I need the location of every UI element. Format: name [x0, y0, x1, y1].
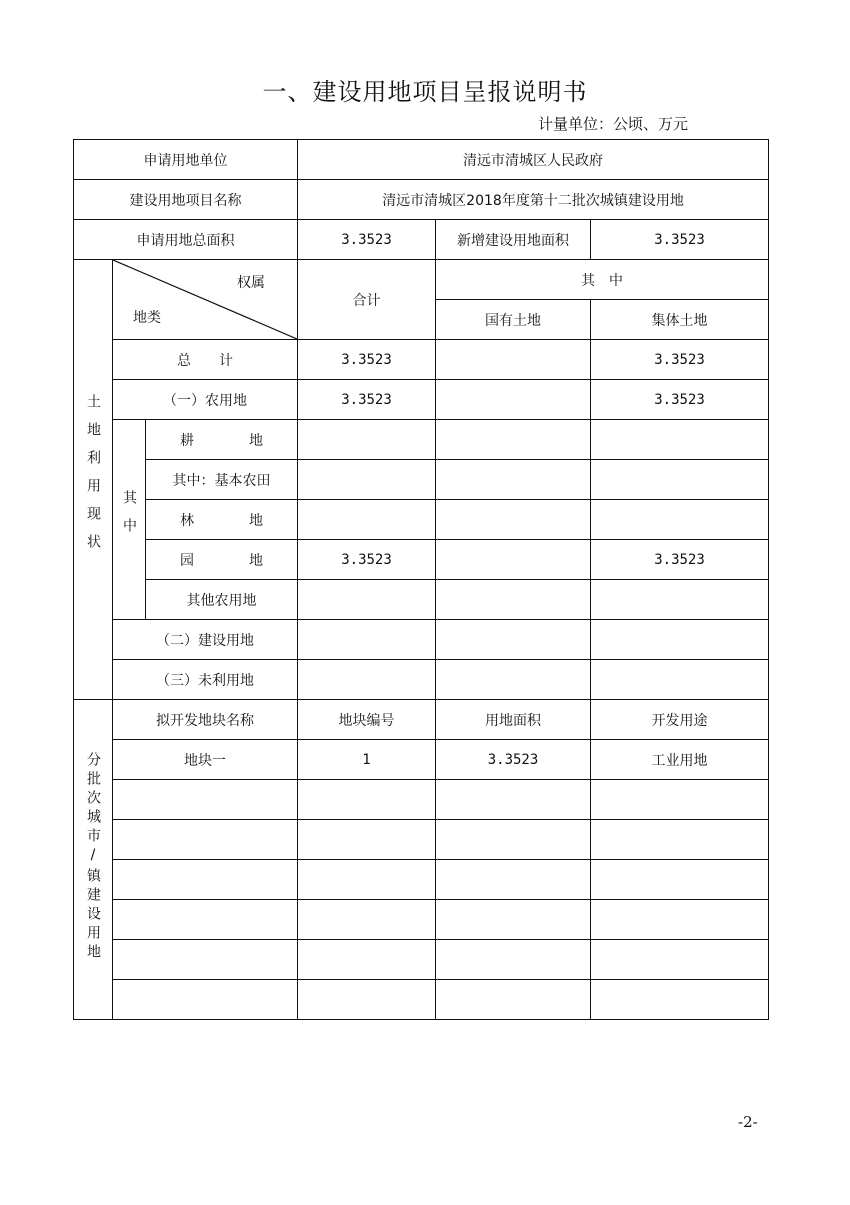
batch-section-label: 分批次城市/镇建设用地 — [74, 700, 113, 1020]
unused-label: （三）未利用地 — [113, 660, 298, 700]
other-agri-state — [436, 580, 591, 620]
unit-label: 计量单位：公顷、万元 — [537, 115, 688, 133]
page-number: -2- — [738, 1113, 758, 1131]
batch-row — [74, 740, 769, 780]
cultivated-row — [74, 420, 769, 460]
parcel-area — [436, 940, 591, 980]
parcel-use: 工业用地 — [591, 740, 769, 780]
garden-collective: 3.3523 — [591, 540, 769, 580]
parcel-number — [298, 980, 436, 1020]
construction-collective — [591, 620, 769, 660]
basic-farmland-row — [74, 460, 769, 500]
agricultural-total: 3.3523 — [298, 380, 436, 420]
construction-label: （二）建设用地 — [113, 620, 298, 660]
parcel-use — [591, 940, 769, 980]
project-label: 建设用地项目名称 — [74, 180, 298, 220]
grand-total-total: 3.3523 — [298, 340, 436, 380]
batch-row — [74, 980, 769, 1020]
batch-row — [74, 820, 769, 860]
garden-row — [74, 540, 769, 580]
parcel-use — [591, 860, 769, 900]
col-parcel-area: 用地面积 — [436, 700, 591, 740]
sub-section-label: 其中 — [113, 420, 146, 620]
forest-state — [436, 500, 591, 540]
other-agri-collective — [591, 580, 769, 620]
parcel-area — [436, 980, 591, 1020]
parcel-name — [113, 860, 298, 900]
agricultural-state — [436, 380, 591, 420]
new-area-value: 3.3523 — [591, 220, 769, 260]
basic-farmland-collective — [591, 460, 769, 500]
diagonal-header-cell — [113, 260, 298, 340]
construction-total — [298, 620, 436, 660]
parcel-number — [298, 780, 436, 820]
grand-total-state — [436, 340, 591, 380]
batch-row — [74, 780, 769, 820]
parcel-number — [298, 860, 436, 900]
diagonal-line — [113, 260, 297, 339]
new-area-label: 新增建设用地面积 — [436, 220, 591, 260]
grand-total-row — [74, 340, 769, 380]
total-area-value: 3.3523 — [298, 220, 436, 260]
of-which-header: 其 中 — [436, 260, 769, 300]
agricultural-collective: 3.3523 — [591, 380, 769, 420]
project-row — [74, 180, 769, 220]
parcel-use — [591, 820, 769, 860]
col-parcel-number: 地块编号 — [298, 700, 436, 740]
parcel-name — [113, 780, 298, 820]
page-title: 一、建设用地项目呈报说明书 — [262, 78, 588, 106]
parcel-area — [436, 820, 591, 860]
forest-label: 林 地 — [146, 500, 298, 540]
applicant-row — [74, 140, 769, 180]
construction-state — [436, 620, 591, 660]
parcel-name — [113, 820, 298, 860]
grand-total-collective: 3.3523 — [591, 340, 769, 380]
forest-row — [74, 500, 769, 540]
batch-header-row — [74, 700, 769, 740]
agricultural-label: （一）农用地 — [113, 380, 298, 420]
col-parcel-use: 开发用途 — [591, 700, 769, 740]
applicant-value: 清远市清城区人民政府 — [298, 140, 769, 180]
unused-state — [436, 660, 591, 700]
parcel-number: 1 — [298, 740, 436, 780]
garden-label: 园 地 — [146, 540, 298, 580]
cultivated-collective — [591, 420, 769, 460]
parcel-use — [591, 780, 769, 820]
garden-state — [436, 540, 591, 580]
applicant-label: 申请用地单位 — [74, 140, 298, 180]
parcel-number — [298, 940, 436, 980]
unused-total — [298, 660, 436, 700]
parcel-number — [298, 900, 436, 940]
unused-collective — [591, 660, 769, 700]
collective-land-header: 集体土地 — [591, 300, 769, 340]
agricultural-row — [74, 380, 769, 420]
parcel-name: 地块一 — [113, 740, 298, 780]
parcel-use — [591, 980, 769, 1020]
parcel-area — [436, 900, 591, 940]
cultivated-label: 耕 地 — [146, 420, 298, 460]
batch-row — [74, 900, 769, 940]
ownership-label: 权属 — [237, 275, 266, 291]
forest-collective — [591, 500, 769, 540]
parcel-use — [591, 900, 769, 940]
total-area-label: 申请用地总面积 — [74, 220, 298, 260]
parcel-name — [113, 940, 298, 980]
basic-farmland-label: 其中：基本农田 — [146, 460, 298, 500]
unused-row — [74, 660, 769, 700]
area-row — [74, 220, 769, 260]
parcel-area — [436, 860, 591, 900]
basic-farmland-total — [298, 460, 436, 500]
parcel-name — [113, 980, 298, 1020]
cultivated-total — [298, 420, 436, 460]
garden-total: 3.3523 — [298, 540, 436, 580]
col-parcel-name: 拟开发地块名称 — [113, 700, 298, 740]
batch-row — [74, 860, 769, 900]
forest-total — [298, 500, 436, 540]
land-type-label: 地类 — [133, 310, 161, 326]
total-header: 合计 — [298, 260, 436, 340]
other-agri-total — [298, 580, 436, 620]
batch-row — [74, 940, 769, 980]
land-use-header-row-1 — [74, 260, 769, 300]
other-agri-label: 其他农用地 — [146, 580, 298, 620]
grand-total-label: 总 计 — [113, 340, 298, 380]
parcel-number — [298, 820, 436, 860]
construction-row — [74, 620, 769, 660]
land-use-section-label: 土地利用现状 — [74, 260, 113, 700]
project-value: 清远市清城区2018年度第十二批次城镇建设用地 — [298, 180, 769, 220]
basic-farmland-state — [436, 460, 591, 500]
land-application-form — [73, 139, 769, 1020]
parcel-name — [113, 900, 298, 940]
parcel-area: 3.3523 — [436, 740, 591, 780]
other-agri-row — [74, 580, 769, 620]
parcel-area — [436, 780, 591, 820]
state-land-header: 国有土地 — [436, 300, 591, 340]
cultivated-state — [436, 420, 591, 460]
